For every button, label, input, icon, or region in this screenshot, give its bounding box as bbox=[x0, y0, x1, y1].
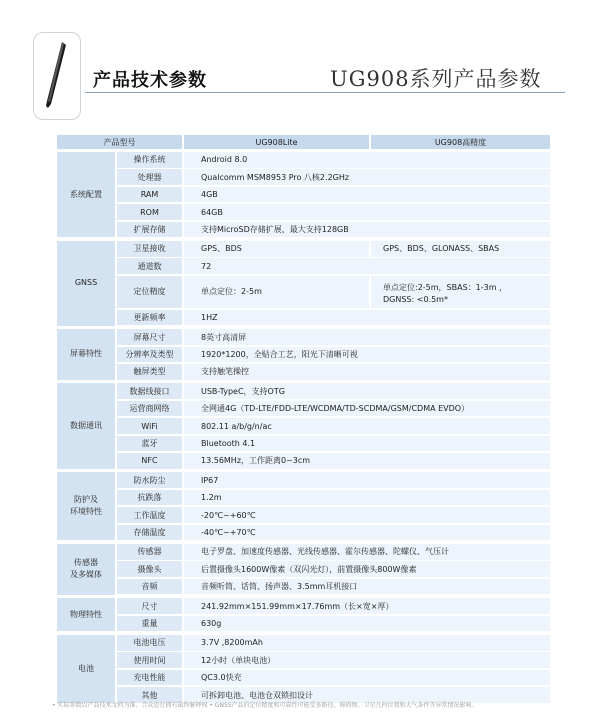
row-value: 630g bbox=[184, 616, 550, 632]
table-row bbox=[57, 616, 550, 632]
row-label: 抗跌落 bbox=[117, 490, 182, 506]
row-label: 卫星接收 bbox=[117, 241, 182, 257]
table-row bbox=[57, 401, 550, 417]
table-row bbox=[57, 635, 550, 651]
row-label: 工作温度 bbox=[117, 507, 182, 523]
row-label: 防水防尘 bbox=[117, 472, 182, 488]
table-row bbox=[57, 418, 550, 434]
row-value: 电子罗盘、加速度传感器、光线传感器、霍尔传感器、陀螺仪、气压计 bbox=[184, 544, 550, 560]
footer-note: • 实际参数以产品技术文档为准，合众思壮拥有最终解释权 • GNSS产品的定位精度和可靠性可能受多路径、障碍物、卫星几何位置和大气条件等异常情况影响。 bbox=[52, 702, 478, 709]
row-value: 4GB bbox=[184, 187, 550, 203]
row-value: 1920*1200，全贴合工艺，阳光下清晰可视 bbox=[184, 347, 550, 363]
category-cell: 系统配置 bbox=[57, 152, 115, 237]
header-col-b: UG908高精度 bbox=[371, 135, 550, 149]
row-label: 触屏类型 bbox=[117, 364, 182, 380]
row-value-high-precision: GPS、BDS、GLONASS、SBAS bbox=[371, 241, 550, 257]
row-label: 屏幕尺寸 bbox=[117, 329, 182, 345]
table-row bbox=[57, 329, 550, 345]
row-label: 尺寸 bbox=[117, 598, 182, 614]
row-value-lite: GPS、BDS bbox=[184, 241, 369, 257]
series-title: UG908系列产品参数 bbox=[330, 67, 542, 91]
row-label: 更新频率 bbox=[117, 310, 182, 326]
row-value: 音频听筒、话筒、扬声器、3.5mm耳机接口 bbox=[184, 579, 550, 595]
spec-table bbox=[57, 135, 550, 707]
row-label: 其他 bbox=[117, 687, 182, 703]
category-cell: 数据通讯 bbox=[57, 383, 115, 468]
category-cell: 传感器 及多媒体 bbox=[57, 544, 115, 595]
category-cell: GNSS bbox=[57, 241, 115, 326]
header-divider bbox=[85, 92, 565, 93]
row-label: 操作系统 bbox=[117, 152, 182, 168]
row-value: Bluetooth 4.1 bbox=[184, 436, 550, 452]
row-value: 支持MicroSD存储扩展，最大支持128GB bbox=[184, 222, 550, 238]
row-label: 运营商网络 bbox=[117, 401, 182, 417]
row-value: 241.92mm×151.99mm×17.76mm（长×宽×厚） bbox=[184, 598, 550, 614]
table-row bbox=[57, 241, 550, 257]
row-value: 1.2m bbox=[184, 490, 550, 506]
row-value: 802.11 a/b/g/n/ac bbox=[184, 418, 550, 434]
table-row bbox=[57, 222, 550, 238]
page-title: 产品技术参数 bbox=[93, 70, 207, 91]
row-value: QC3.0快充 bbox=[184, 670, 550, 686]
row-value: Android 8.0 bbox=[184, 152, 550, 168]
table-row bbox=[57, 276, 550, 308]
header-col-a: UG908Lite bbox=[184, 135, 369, 149]
table-row bbox=[57, 152, 550, 168]
row-value: 8英寸高清屏 bbox=[184, 329, 550, 345]
row-label: 定位精度 bbox=[117, 276, 182, 308]
row-value: 72 bbox=[184, 258, 550, 274]
row-label: 传感器 bbox=[117, 544, 182, 560]
table-row bbox=[57, 507, 550, 523]
row-value-high-precision: 单点定位:2-5m，SBAS：1-3m ， DGNSS: <0.5m* bbox=[371, 276, 550, 308]
row-label: 重量 bbox=[117, 616, 182, 632]
row-label: 分辨率及类型 bbox=[117, 347, 182, 363]
table-row bbox=[57, 258, 550, 274]
stylus-pen-icon bbox=[43, 40, 69, 110]
row-value: 12小时（单块电池） bbox=[184, 652, 550, 668]
table-row bbox=[57, 383, 550, 399]
table-row bbox=[57, 347, 550, 363]
table-row bbox=[57, 525, 550, 541]
row-value: -20℃~+60℃ bbox=[184, 507, 550, 523]
row-value: 支持触笔操控 bbox=[184, 364, 550, 380]
row-value: -40℃~+70℃ bbox=[184, 525, 550, 541]
table-row bbox=[57, 544, 550, 560]
row-label: 蓝牙 bbox=[117, 436, 182, 452]
table-row bbox=[57, 453, 550, 469]
row-label: NFC bbox=[117, 453, 182, 469]
row-value: 后置摄像头1600W像素（双闪光灯），前置摄像头800W像素 bbox=[184, 561, 550, 577]
table-row bbox=[57, 670, 550, 686]
row-value: 3.7V ,8200mAh bbox=[184, 635, 550, 651]
table-row bbox=[57, 364, 550, 380]
row-value: 可拆卸电池、电池仓双锁扣设计 bbox=[184, 687, 550, 703]
row-label: 存储温度 bbox=[117, 525, 182, 541]
row-label: 音频 bbox=[117, 579, 182, 595]
row-label: WiFi bbox=[117, 418, 182, 434]
row-value: 1HZ bbox=[184, 310, 550, 326]
table-row bbox=[57, 652, 550, 668]
row-label: 摄像头 bbox=[117, 561, 182, 577]
table-row bbox=[57, 472, 550, 488]
row-value: 全网通4G（TD-LTE/FDD-LTE/WCDMA/TD-SCDMA/GSM/CDMA EVDO） bbox=[184, 401, 550, 417]
row-label: 扩展存储 bbox=[117, 222, 182, 238]
row-value: 64GB bbox=[184, 204, 550, 220]
table-row bbox=[57, 204, 550, 220]
row-label: 处理器 bbox=[117, 169, 182, 185]
table-row bbox=[57, 490, 550, 506]
category-cell: 电池 bbox=[57, 635, 115, 703]
table-row bbox=[57, 436, 550, 452]
row-value: Qualcomm MSM8953 Pro 八核2.2GHz bbox=[184, 169, 550, 185]
row-value: IP67 bbox=[184, 472, 550, 488]
table-row bbox=[57, 598, 550, 614]
table-row bbox=[57, 561, 550, 577]
row-label: 数据线接口 bbox=[117, 383, 182, 399]
row-value: 13.56MHz，工作距离0~3cm bbox=[184, 453, 550, 469]
table-row bbox=[57, 579, 550, 595]
category-cell: 防护及 环境特性 bbox=[57, 472, 115, 540]
row-value: USB-TypeC，支持OTG bbox=[184, 383, 550, 399]
table-header-row bbox=[57, 135, 550, 149]
row-label: 电池电压 bbox=[117, 635, 182, 651]
row-label: ROM bbox=[117, 204, 182, 220]
row-label: 使用时间 bbox=[117, 652, 182, 668]
table-row bbox=[57, 187, 550, 203]
row-label: RAM bbox=[117, 187, 182, 203]
row-label: 充电性能 bbox=[117, 670, 182, 686]
category-cell: 屏幕特性 bbox=[57, 329, 115, 380]
table-row bbox=[57, 310, 550, 326]
row-label: 通道数 bbox=[117, 258, 182, 274]
table-row bbox=[57, 169, 550, 185]
category-cell: 物理特性 bbox=[57, 598, 115, 631]
row-value-lite: 单点定位：2-5m bbox=[184, 276, 369, 308]
header-label-cell: 产品型号 bbox=[57, 135, 182, 149]
